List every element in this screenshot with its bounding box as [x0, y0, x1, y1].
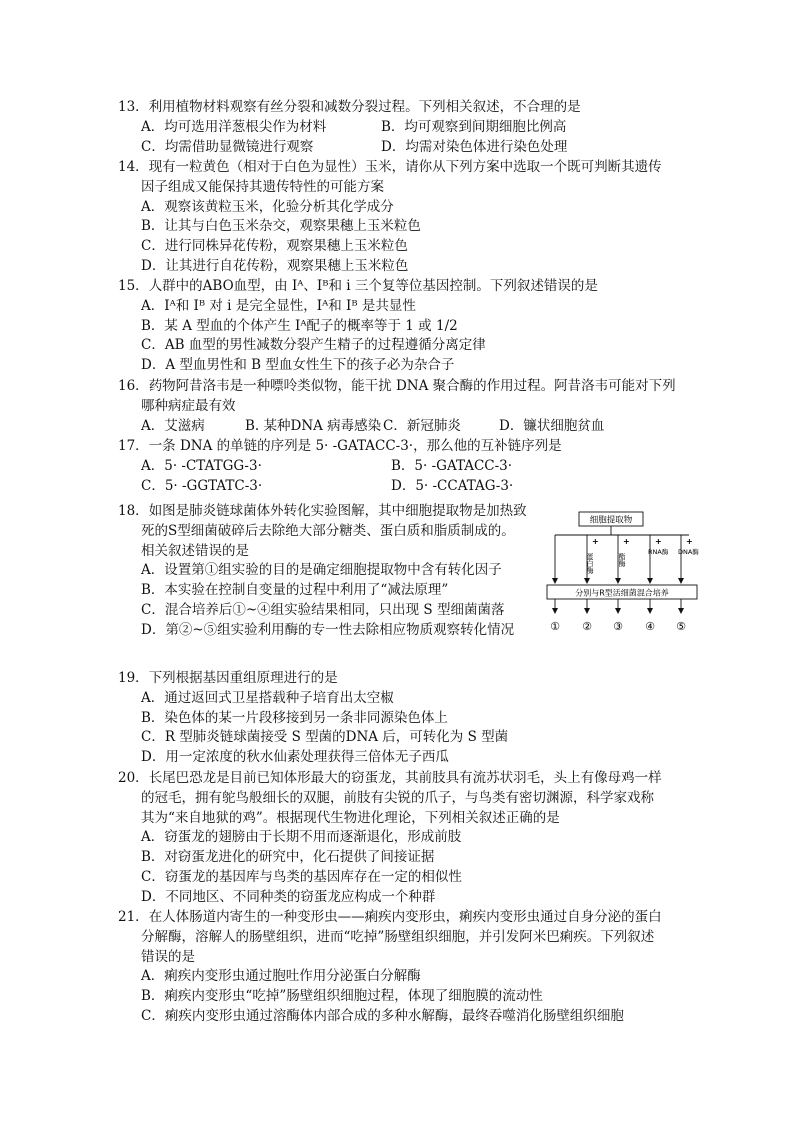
- question-19: [118, 669, 688, 768]
- option-c[interactable]: C．均需借助显微镜进行观察: [141, 138, 314, 155]
- plus-sign: +: [623, 537, 630, 546]
- option-c[interactable]: C．新冠肺炎: [383, 417, 461, 434]
- plus-sign: +: [655, 537, 662, 546]
- option-b[interactable]: B．某 A 型血的个体产生 Iᴬ配子的概率等于 1 或 1/2: [141, 317, 458, 334]
- question-stem: 16．药物阿昔洛韦是一种嘌呤类似物，能干扰 DNA 聚合酶的作用过程。阿昔洛韦可能对下列: [118, 378, 676, 394]
- question-stem-cont: 错误的是: [141, 948, 195, 965]
- option-c[interactable]: C．痢疾内变形虫通过溶酶体内部合成的多种水解酶，最终吞噬消化肠壁组织细胞: [141, 1007, 624, 1024]
- question-stem-cont: 相关叙述错误的是: [141, 542, 249, 559]
- option-c[interactable]: C．AB 血型的男性减数分裂产生精子的过程遵循分离定律: [141, 337, 486, 354]
- option-a[interactable]: A．Iᴬ和 Iᴮ 对 i 是完全显性，Iᴬ和 Iᴮ 是共显性: [141, 297, 416, 314]
- question-stem: 21．在人体肠道内寄生的一种变形虫——痢疾内变形虫，痢疾内变形虫通过自身分泌的蛋白: [118, 909, 662, 925]
- question-14: [118, 158, 688, 277]
- option-d[interactable]: D．第②~⑤组实验利用酶的专一性去除相应物质观察转化情况: [141, 621, 515, 638]
- option-d[interactable]: D．让其进行自花传粉，观察果穗上玉米粒色: [141, 257, 409, 274]
- question-stem: 19．下列根据基因重组原理进行的是: [118, 670, 338, 686]
- group-2-label: ②: [582, 620, 592, 633]
- option-d[interactable]: D．镰状细胞贫血: [499, 417, 605, 434]
- question-stem: 18．如图是肺炎链球菌体外转化实验图解，其中细胞提取物是加热致: [118, 503, 527, 519]
- options-row: [118, 477, 688, 497]
- options-row: [118, 118, 688, 138]
- option-b[interactable]: B．让其与白色玉米杂交，观察果穗上玉米粒色: [141, 218, 421, 235]
- option-b[interactable]: B．对窃蛋龙进化的研究中，化石提供了间接证据: [141, 849, 435, 866]
- option-c[interactable]: C．R 型肺炎链球菌接受 S 型菌的DNA 后，可转化为 S 型菌: [141, 729, 509, 746]
- question-13: [118, 98, 688, 157]
- question-16: [118, 377, 688, 436]
- question-stem-cont: 因子组成又能保持其遗传特性的可能方案: [141, 178, 384, 195]
- question-17: [118, 437, 688, 496]
- option-a[interactable]: A．5· -CTATGG-3·: [141, 457, 262, 474]
- option-b[interactable]: B．染色体的某一片段移接到另一条非同源染色体上: [141, 709, 448, 726]
- option-a[interactable]: A．均可选用洋葱根尖作为材料: [141, 118, 327, 135]
- question-stem: 14．现有一粒黄色（相对于白色为显性）玉米，请你从下列方案中选取一个既可判断其遗传: [118, 159, 662, 175]
- group-4-label: ④: [645, 620, 655, 633]
- option-a[interactable]: A．通过返回式卫星搭载种子培育出太空椒: [141, 689, 394, 706]
- question-stem: 17．一条 DNA 的单链的序列是 5· -GATACC-3·，那么他的互补链序列是: [118, 438, 562, 454]
- option-d[interactable]: D．均需对染色体进行染色处理: [381, 138, 568, 155]
- enzyme-label-dnase: DNA酶: [678, 548, 699, 556]
- question-stem-cont: 死的S型细菌破碎后去除绝大部分糖类、蛋白质和脂质制成的。: [141, 522, 515, 539]
- option-c[interactable]: C．5· -GGTATC-3·: [141, 477, 263, 494]
- transformation-experiment-diagram: [543, 508, 703, 638]
- options-row: [118, 457, 688, 477]
- enzyme-label-rnase: RNA酶: [648, 548, 669, 556]
- question-stem: 15．人群中的ABO血型，由 Iᴬ、Iᴮ和 i 三个复等位基因控制。下列叙述错误的是: [118, 278, 598, 294]
- question-stem: 20．长尾巴恐龙是目前已知体形最大的窃蛋龙，其前肢具有流苏状羽毛，头上有像母鸡一样: [118, 770, 662, 786]
- option-a[interactable]: A．窃蛋龙的翅膀由于长期不用而逐渐退化，形成前肢: [141, 829, 462, 846]
- option-a[interactable]: A．观察该黄粒玉米，化验分析其化学成分: [141, 198, 394, 215]
- question-stem-cont: 其为“来自地狱的鸡”。根据现代生物进化理论，下列相关叙述正确的是: [141, 809, 560, 826]
- option-a[interactable]: A．痢疾内变形虫通过胞吐作用分泌蛋白分解酶: [141, 968, 421, 985]
- option-b[interactable]: B．本实验在控制自变量的过程中利用了“减法原理”: [141, 582, 449, 599]
- option-b[interactable]: B．均可观察到间期细胞比例高: [381, 118, 567, 135]
- option-b[interactable]: B．痢疾内变形虫“吃掉”肠壁组织细胞过程，体现了细胞膜的流动性: [141, 988, 543, 1005]
- enzyme-label-protease: 蛋白酶: [586, 553, 594, 574]
- plus-sign: +: [686, 537, 693, 546]
- options-row: [118, 138, 688, 158]
- option-b[interactable]: B. 某种DNA 病毒感染: [245, 417, 382, 434]
- question-stem: 13．利用植物材料观察有丝分裂和减数分裂过程。下列相关叙述，不合理的是: [118, 99, 581, 115]
- option-c[interactable]: C．进行同株异花传粉，观察果穗上玉米粒色: [141, 238, 408, 255]
- option-d[interactable]: D．不同地区、不同种类的窃蛋龙应构成一个种群: [141, 888, 436, 905]
- question-stem-cont: 分解酶，溶解人的肠壁组织，进而“吃掉”肠壁组织细胞，并引发阿米巴痢疾。下列叙述: [141, 928, 655, 945]
- question-20: [118, 769, 688, 908]
- mix-culture-label: 分别与R型活细菌混合培养: [575, 588, 669, 598]
- option-a[interactable]: A．设置第①组实验的目的是确定细胞提取物中含有转化因子: [141, 562, 502, 579]
- option-d[interactable]: D．A 型血男性和 B 型血女性生下的孩子必为杂合子: [141, 357, 455, 374]
- option-c[interactable]: C．混合培养后①~④组实验结果相同，只出现 S 型细菌菌落: [141, 601, 505, 618]
- option-b[interactable]: B．5· -GATACC-3·: [391, 457, 513, 474]
- group-5-label: ⑤: [676, 620, 686, 633]
- option-a[interactable]: A．艾滋病: [141, 417, 205, 434]
- question-stem-cont: 哪种病症最有效: [141, 397, 236, 414]
- plus-sign: +: [592, 537, 599, 546]
- group-1-label: ①: [550, 620, 560, 633]
- question-stem-cont: 的冠毛，拥有鸵鸟般细长的双腿，前肢有尖锐的爪子，与鸟类有密切渊源，科学家戏称: [141, 789, 654, 806]
- option-c[interactable]: C．窃蛋龙的基因库与鸟类的基因库存在一定的相似性: [141, 868, 462, 885]
- question-15: [118, 277, 688, 376]
- question-21: [118, 908, 688, 1027]
- extract-label: 细胞提取物: [589, 515, 633, 526]
- option-d[interactable]: D．用一定浓度的秋水仙素处理获得三倍体无子西瓜: [141, 749, 449, 766]
- group-3-label: ③: [613, 620, 623, 633]
- option-d[interactable]: D．5· -CCATAG-3·: [391, 477, 514, 494]
- enzyme-label-esterase: 酯酶: [618, 553, 626, 567]
- options-row: [118, 417, 688, 437]
